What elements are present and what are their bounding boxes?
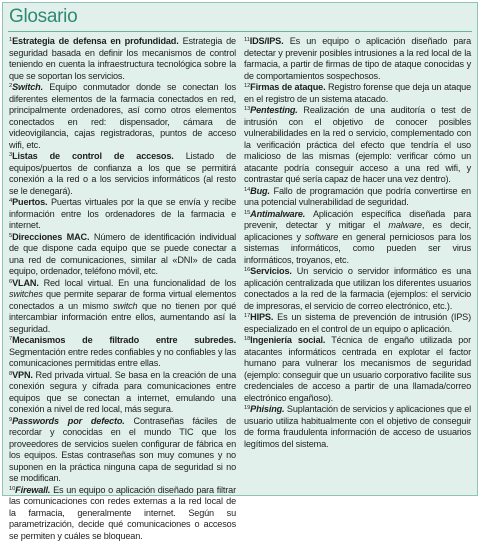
- entry-definition: Puertas virtuales por la que se envía y recibe información entre los ordenadores de la farmacia e internet.: [9, 197, 236, 230]
- glossary-entry: [244, 335, 471, 404]
- entry-term: Switch.: [12, 82, 43, 92]
- entry-definition: Aplicación específica diseñada para prevenir, detectar y mitigar el malware, es decir, aplicaciones y software en general perniciosos para los sistemas informáticos, como pueden ser virus informáticos, troyanos, etc.: [244, 209, 471, 265]
- glossary-entry: [244, 186, 471, 209]
- entry-definition: Suplantación de servicios y aplicaciones que el usuario utiliza habitualmente con el objetivo de conseguir de forma fraudulenta información de acceso de usuarios legítimos del sistema.: [244, 404, 471, 449]
- glossary-column-right: [244, 36, 471, 491]
- entry-term: Antimalware.: [250, 209, 305, 219]
- entry-term: VPN.: [12, 370, 33, 380]
- entry-term: Passwords por defecto.: [12, 416, 125, 426]
- entry-number: 9: [9, 417, 12, 423]
- entry-number: 4: [9, 198, 12, 204]
- entry-number: 12: [244, 83, 250, 89]
- glossary-entry: [9, 335, 236, 370]
- entry-number: 14: [244, 187, 250, 193]
- entry-term: Direcciones MAC.: [12, 232, 89, 242]
- entry-definition: Un servicio o servidor informático es una aplicación centralizada que utilizan los diferentes usuarios conectados a la red de la farmacia (ejemplos: el servicio de impresoras, el servicio de correo electrónico, etc.).: [244, 266, 471, 311]
- entry-term: VLAN.: [12, 278, 39, 288]
- glossary-entry: [244, 404, 471, 450]
- entry-number: 13: [244, 106, 250, 112]
- entry-term: Ingeniería social.: [250, 335, 325, 345]
- entry-term: Bug.: [250, 186, 270, 196]
- glossary-columns: [9, 36, 471, 491]
- entry-term: Pentesting.: [250, 105, 298, 115]
- glossary-column-left: [9, 36, 236, 491]
- entry-definition: Es un equipo o aplicación diseñado para filtrar las comunicaciones con redes externas a la red local de la farmacia, generalmente internet. Según su parametrización, decide qué comunicaciones o accesos se permiten y cuáles se bloquean.: [9, 485, 236, 541]
- entry-definition: Contraseñas fáciles de recordar y conocidas en el mundo TIC que los proveedores de servicios suelen configurar de fábrica en los equipos. Estas contraseñas son muy comunes y no suponen en la práctica ninguna capa de seguridad si no se modifican.: [9, 416, 236, 484]
- glossary-entry: [244, 312, 471, 335]
- entry-term: Estrategia de defensa en profundidad.: [12, 36, 179, 46]
- entry-definition: Estrategia de seguridad basada en definir los mecanismos de control teniendo en cuenta la infraestructura tecnológica sobre la que se soportan los servicios.: [9, 36, 236, 81]
- glossary-entry: [244, 105, 471, 186]
- glossary-entry: [9, 278, 236, 336]
- glossary-entry: [9, 151, 236, 197]
- entry-definition: Número de identificación individual de que dispone cada equipo que se puede conectar a una red de comunicaciones, similar al «DNI» de cada equipo, ordenador, teléfono móvil, etc.: [9, 232, 236, 277]
- glossary-entry: [244, 266, 471, 312]
- glossary-entry: [9, 485, 236, 542]
- entry-term: IDS/IPS.: [250, 36, 284, 46]
- entry-term: HIPS.: [250, 312, 273, 322]
- entry-definition: Listado de equipos/puertos de confianza a los que se permitirá conexión a la red o a los servicios informáticos (al resto se le denegará).: [9, 151, 236, 196]
- glossary-entry: [9, 36, 236, 82]
- entry-number: 10: [9, 486, 15, 492]
- entry-number: 6: [9, 279, 12, 285]
- entry-term: Firmas de ataque.: [250, 82, 325, 92]
- entry-term: Mecanismos de filtrado entre subredes.: [12, 335, 236, 345]
- entry-term: Servicios.: [250, 266, 292, 276]
- entry-definition: Red privada virtual. Se basa en la creación de una conexión segura y cifrada para comunicaciones entre equipos que se conectan a internet, emulando una conexión a nivel de red local, más segura.: [9, 370, 236, 415]
- entry-definition: Realización de una auditoría o test de intrusión con el objetivo de conocer posibles vulnerabilidades en la red o servicio, complementado con la verificación práctica del efecto que tendría el uso malicioso de las mismas (ejemplo: verificar cómo un atacante podría conseguir acceso a una red wifi, y contrastar qué sería capaz de hacer una vez dentro).: [244, 105, 471, 184]
- entry-number: 1: [9, 37, 12, 43]
- glossary-entry: [9, 232, 236, 278]
- entry-number: 17: [244, 313, 250, 319]
- entry-number: 7: [9, 336, 12, 342]
- entry-definition: Es un equipo o aplicación diseñado para detectar y prevenir posibles intrusiones a la red local de la farmacia, a partir de firmas de tipo de ataque conocidas y de comportamientos sospechosos.: [244, 36, 471, 81]
- entry-number: 15: [244, 210, 250, 216]
- entry-definition: Red local virtual. En una funcionalidad de los switches que permite separar de forma virtual elementos conectados a un mismo switch que no tienen por qué intercambiar información entre ellos, aumentando así la seguridad.: [9, 278, 236, 334]
- entry-number: 5: [9, 233, 12, 239]
- page-title: Glosario: [9, 6, 77, 28]
- entry-number: 2: [9, 83, 12, 89]
- entry-term: Listas de control de accesos.: [12, 151, 174, 161]
- glossary-entry: [244, 209, 471, 267]
- glossary-entry: [9, 197, 236, 232]
- glossary-entry: [9, 416, 236, 485]
- entry-number: 3: [9, 152, 12, 158]
- title-divider: [8, 31, 472, 32]
- glossary-entry: [9, 370, 236, 416]
- entry-definition: Técnica de engaño utilizada por atacantes informáticos centrada en explotar el factor humano para vulnerar los mecanismos de seguridad (ejemplo: conseguir que un usuario corporativo facilite sus credenciales de acceso a partir de una llamada/correo electrónico engañoso).: [244, 335, 471, 403]
- entry-number: 16: [244, 267, 250, 273]
- glossary-box: [2, 2, 478, 496]
- glossary-entry: [9, 82, 236, 151]
- entry-definition: Es un sistema de prevención de intrusión (IPS) especializado en el control de un equipo o aplicación.: [244, 312, 471, 334]
- entry-term: Firewall.: [15, 485, 50, 495]
- entry-definition: Segmentación entre redes confiables y no confiables y las comunicaciones permitidas entre ellas.: [9, 347, 236, 369]
- entry-definition: Registro forense que deja un ataque en el registro de un sistema atacado.: [244, 82, 471, 104]
- entry-definition: Fallo de programación que podría convertirse en una potencial vulnerabilidad de seguridad.: [244, 186, 471, 208]
- entry-term: Puertos.: [12, 197, 47, 207]
- entry-definition: Equipo conmutador donde se conectan los diferentes elementos de la farmacia conectados en red, principalmente ordenadores, así como otros elementos conectados en red: dispensador, cámara de videovigilancia, cajas registradoras, puntos de acceso wifi, etc.: [9, 82, 236, 150]
- entry-number: 19: [244, 405, 250, 411]
- glossary-entry: [244, 36, 471, 82]
- glossary-entry: [244, 82, 471, 105]
- entry-term: Phising.: [250, 404, 284, 414]
- entry-number: 18: [244, 336, 250, 342]
- entry-number: 8: [9, 371, 12, 377]
- entry-number: 11: [244, 37, 250, 43]
